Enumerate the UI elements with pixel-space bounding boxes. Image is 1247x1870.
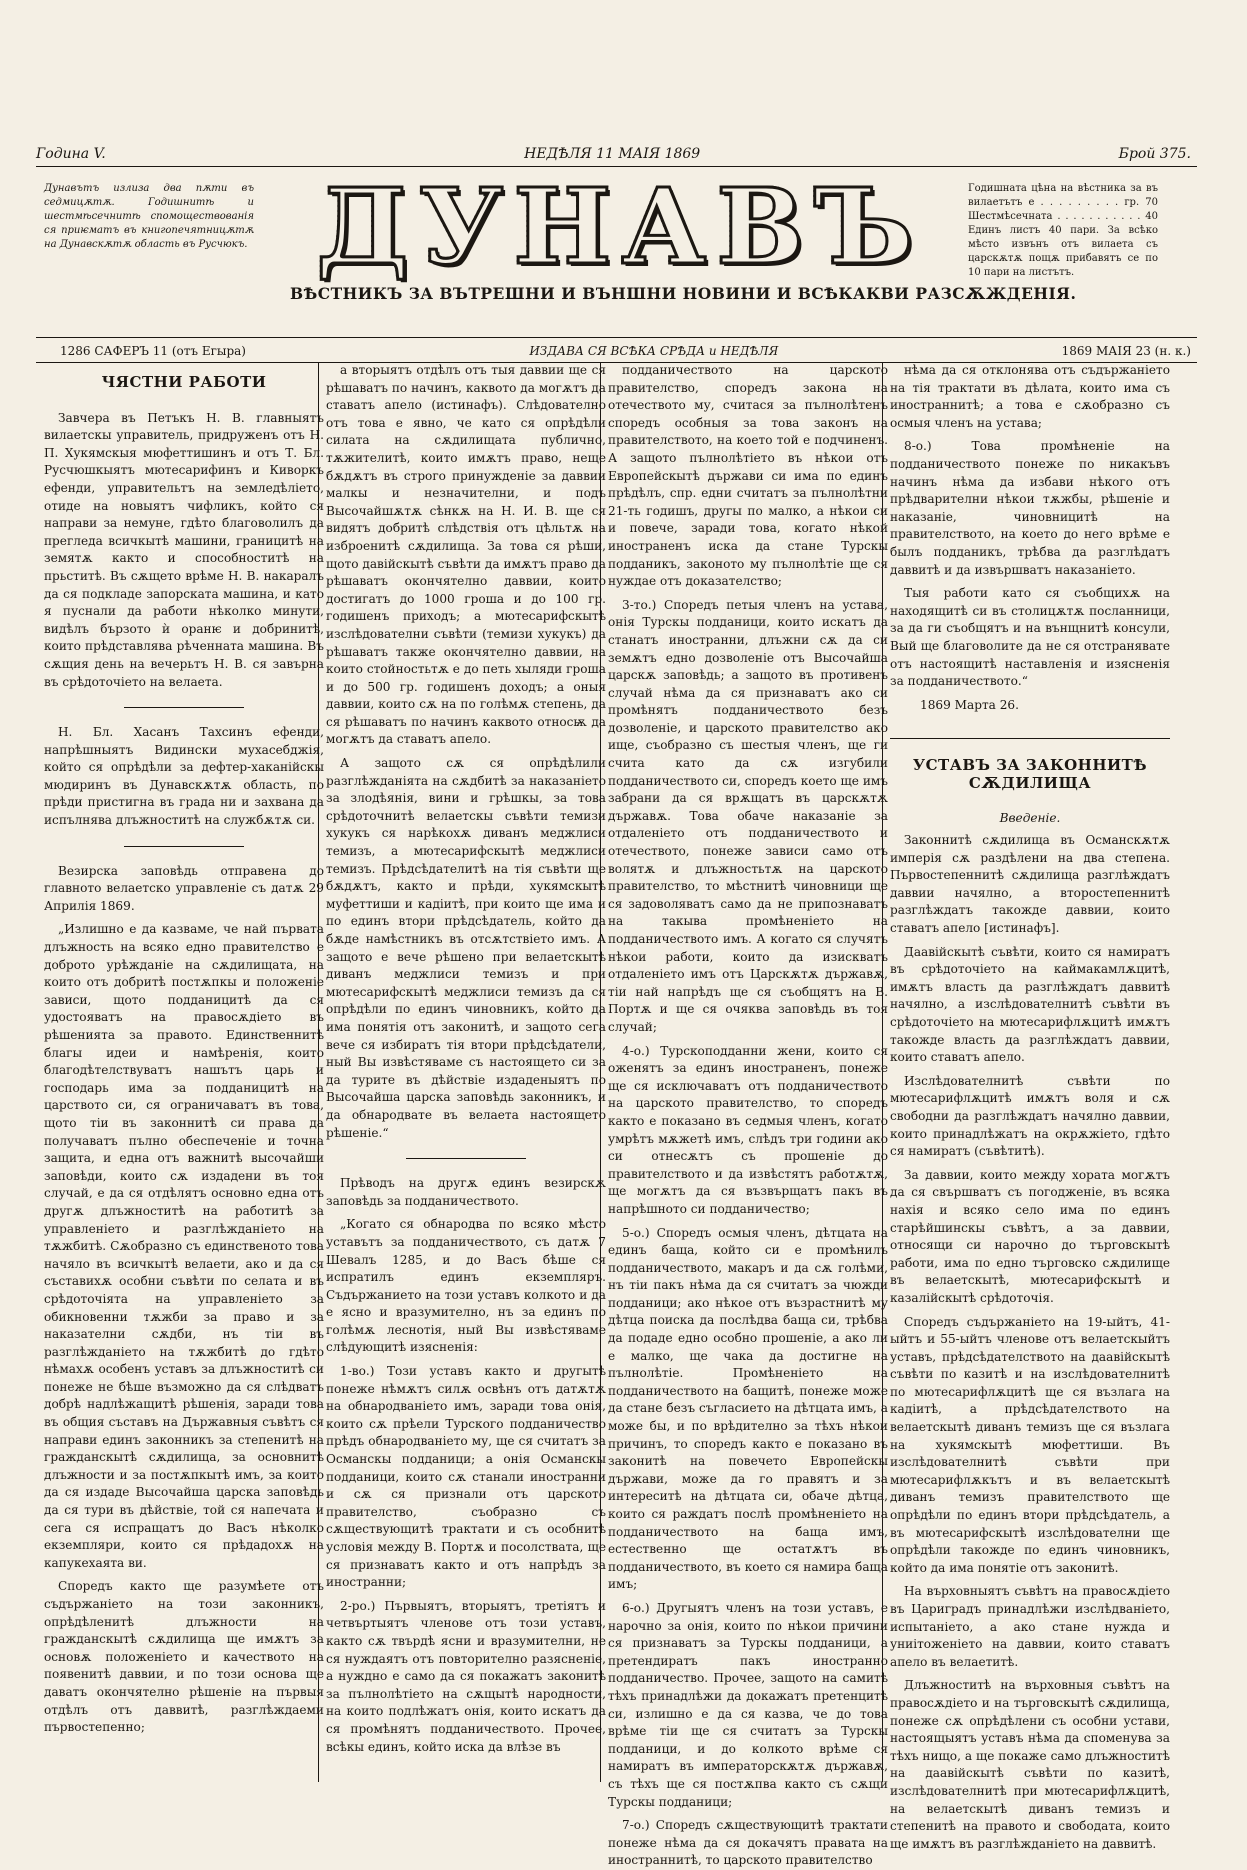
- left-notice: Дунавътъ излиза два пѫти въ седмицѫтѫ. Годишнитѣ и шестмѣсечнитѣ спомоществованія ся приѥматъ въ книгопечятницѫтѫ на Дунавскѫтѫ область въ Русчюкъ.: [44, 183, 254, 250]
- right-notice: Годишната цѣна на вѣстника за въ вилаетътъ е . . . . . . . . . гр. 70 Шестмѣсечната . . . . . . . . . . . 40 Единъ листъ 40 пари. За всѣко мѣсто извънъ отъ вилаета съ царскѫтѫ пощѫ прибавятъ се по 10 пари на листътъ.: [968, 183, 1158, 278]
- article-paragraph: подданичеството на царското правителство, споредъ закона на отечеството му, считася за пълнолѣтенъ споредъ особныя за това законъ на правителството, на което той е подчиненъ. А защото пълнолѣтіето въ нѣкои отъ Европейскытѣ държави си има по единъ прѣдѣлъ, спр. едни считатъ за пълнолѣтни 21-ть годишъ, другы по малко, а нѣкои си и повече, заради това, когато нѣкой иностраненъ иска да стане Турскы подданикъ, законото му пълнолѣтіе ще ся нуждае отъ доказателство;: [608, 363, 888, 589]
- issue-date: НЕДѢЛЯ 11 МАІЯ 1869: [524, 146, 701, 162]
- issue-number: Брой 375.: [1118, 146, 1191, 162]
- article-paragraph: 5-о.) Споредъ осмыя членъ, дѣтцата на единъ баща, който си е промѣнилъ подданичеството, макаръ и да сѫ голѣми, нъ тіи пакъ нѣма да ся считатъ за чюжди подданици; ако нѣкое отъ възрастнитѣ му дѣтца поиска да послѣдва баща си, трѣбва да подаде едно особно прошеніе, а ако ли е малко, ще чака да достигне на пълнолѣтіе. Промѣненіето на подданичеството на бащитѣ, понеже може да стане безъ съгласието на дѣтцата имъ, а може бы, и по врѣдително за тѣхъ нѣкои причинъ, то споредъ както е показано въ законитѣ на повечето Европейскы държави, може да го правятъ и за интереситѣ на дѣтцата си, обаче дѣтца, които ся раждатъ послѣ промѣненіето на подданичеството на баща имъ, естественно ще остатѫтъ въ подданичеството, въ което ся намира баща имъ;: [608, 1225, 888, 1592]
- article-paragraph: А защото сѫ ся опрѣдѣлили разглѣжданіята на сѫдбитѣ за наказаніето за злодѣянія, вини и грѣшкы, за това срѣдоточнитѣ велаетскы съвѣти темизи хукукъ ся нарѣкохѫ диванъ меджлиси темизъ, а мютесарифскытѣ меджлиси темизъ. Прѣдсѣдателитѣ на тія съвѣти ще бѫдѫтъ, както и прѣди, хукямскытѣ муфеттиши и кадіитѣ, при които ще има и по единъ втори прѣдсѣдатель, който да бѫде намѣстникъ въ отсѫтствіето имъ. А защото е вече рѣшено при велаетскытѣ диванъ меджлиси темизъ и при мютесарифскытѣ меджлиси темизъ да ся опрѣдѣли по единъ чиновникъ, който да има понятія отъ законитѣ, и защото сега вече ся избиратъ тія втори прѣдсѣдатели, ный Вы извѣстяваме съ настоящето си за да турите въ дѣйствіе издаденыятъ по Высочайша царска заповѣдь законникъ, и да обнародвате въ велаета настоящето рѣшеніе.“: [326, 756, 606, 1140]
- article-paragraph: а вторыятъ отдѣлъ отъ тыя даввии ще ся рѣшаватъ по начинъ, каквото да могѫтъ да ставатъ апело (истинафъ). Слѣдователно отъ това е явно, че като ся опрѣдѣли силата на сѫдилищата публично, тѫжителитѣ, които имѫтъ право, неще бѫдѫтъ въ строго принужденіе за даввии малкы и незначителни, и подъ Высочайшѫтѫ сѣнкѫ на Н. И. В. ще ся видятъ добритѣ слѣдствія отъ цѣльтѫ на изброенитѣ сѫдилища. За това ся рѣши, щото давійскытѣ съвѣти да имѫтъ право да рѣшаватъ окончятелно даввии, които достигатъ до 1000 гроша и до 100 гр. годишенъ приходъ; а мютесарифскытѣ изслѣдователни съвѣти (темизи хукукъ) да рѣшаватъ также окончятелно даввии, на които стойностьтѫ е до петь хыляди гроша и до 500 гр. годишенъ доходъ; а оныя даввии, които сѫ на по голѣмѫ степень, да ся рѣшаватъ по начинъ каквото относѭ да могѫтъ да ставатъ апело.: [326, 363, 606, 747]
- separator-rule: [890, 738, 1170, 739]
- dateline-rule-top: [36, 337, 1197, 338]
- section-subheading: Введеніе.: [999, 811, 1061, 826]
- dateline-hijri: 1286 САФЕРЪ 11 (отъ Егыра): [60, 344, 246, 358]
- article-paragraph: Завчера въ Петъкъ Н. В. главныятъ вилаетскы управитель, придруженъ отъ Н. П. Хукямскыя мюфеттишинъ и отъ Т. Бл. Русчюшкыятъ мютесарифинъ и Киворкъ ефенди, управительтъ на земледѣліето, отиде на новыятъ чифликъ, който ся направи за немуне, гдѣто благоволилъ да прегледа всичкытѣ машини, границитѣ на земятѫ както и способноститѣ на прьститѣ. Въ сѫщето врѣме Н. В. накаралъ да ся подкладе запорската машина, и като я пуснали да работи нѣколко минути, видѣлъ бързото ѝ оранѥ и добринитѣ, които прѣдставлява рѣченната машина. Въ сѫщия день на вечерьтъ Н. В. ся завърна въ срѣдоточіето на велаета.: [44, 410, 324, 689]
- article-paragraph: Даавійскытѣ съвѣти, които ся намиратъ въ срѣдоточіето на каймакамлѫцитѣ, имѫтъ власть да разглѣждатъ даввитѣ начялно, а изслѣдователнитѣ съвѣти въ срѣдоточіето на мютесарифлѫцитѣ имѫтъ такожде власть да разглѣждатъ даввии, които ставатъ апело.: [890, 944, 1170, 1065]
- article-paragraph: 2-ро.) Първыятъ, вторыятъ, третіятъ и четвъртыятъ членове отъ този уставъ, както сѫ твърдѣ ясни и вразумителни, не ся нуждаятъ отъ повторително разясненіе, а нуждно е само да ся покажатъ законитѣ за пълнолѣтіето на сѫщытѣ народности, на които подлѣжатъ онія, които искатъ да ся промѣнятъ подданичеството. Прочее, всѣкы единъ, който иска да влѣзе въ: [326, 1598, 606, 1754]
- section-heading: ЧЯСТНИ РАБОТИ: [101, 373, 267, 391]
- column-divider-3: [882, 362, 883, 1782]
- article-paragraph: За даввии, които между хората могѫтъ да ся свършватъ съ погодженіе, въ всяка нахія и всяко село има по единъ старѣйшинскы съвѣтъ, а за даввии, относящи си нарочно до търговскытѣ работи, има по едно търговско сѫдилище въ велаетскытѣ, мютесарифскытѣ и казалійскытѣ срѣдоточія.: [890, 1167, 1170, 1305]
- column-divider-2: [600, 362, 601, 1782]
- separator-rule: [124, 846, 244, 847]
- article-paragraph: 7-о.) Споредъ сѫществующитѣ трактати понеже нѣма да ся докачятъ правата на иностраннитѣ, то царското правителство: [608, 1818, 888, 1868]
- article-paragraph: Везирска заповѣдь отправена до главното велаетско управленіе съ датѫ 29 Априлія 1869.: [44, 863, 324, 913]
- article-date: 1869 Марта 26.: [920, 697, 1019, 712]
- article-paragraph: 8-о.) Това промѣненіе на подданичеството понеже по никакъвъ начинъ нѣма да избави нѣкого отъ прѣдварителни нѣкои тѫжбы, рѣшеніе и наказаніе, чиновницитѣ на правителството, на което до него врѣме е былъ подданикъ, трѣбва да разглѣдатъ даввитѣ и да извършватъ наказаніето.: [890, 439, 1170, 577]
- article-columns: [36, 362, 1196, 1868]
- article-paragraph: нѣма да ся отклонява отъ съдържаніето на тія трактати въ дѣлата, които има съ иностраннитѣ; а това е сѫобразно съ осмыя членъ на устава;: [890, 363, 1170, 430]
- article-paragraph: Споредъ съдържаніето на 19-ыйтъ, 41-ыйтъ и 55-ыйтъ членове отъ велаетскыйтъ уставъ, прѣдсѣдателството на даавійскытѣ съвѣти по казитѣ и на изслѣдователнитѣ по мютесарифлѫцитѣ ще ся възлага на кадіитѣ, а прѣдсѣдателството на велаетскытѣ диванъ темизъ ще ся възлага на хукямскытѣ мюфеттиши. Въ изслѣдователнитѣ съвѣти при мютесарифлѫкътъ и въ велаетскытѣ диванъ темизъ правителството ще опрѣдѣли по единъ втори прѣдсѣдатель, а въ мютесарифскытѣ изслѣдователни ще опрѣдѣли такожде по единъ чиновникъ, който да има понятіе отъ законитѣ.: [890, 1314, 1170, 1575]
- article-paragraph: Н. Бл. Хасанъ Тахсинъ ефенди, напрѣшныятъ Видински мухасебджія, който ся опрѣдѣли за дефтер-хаканійскы мюдиринъ въ Дунавскѫтѫ область, по прѣди пристигна въ града ни и захвана да испълнява длъжноститѣ на службѫтѫ си.: [44, 725, 324, 828]
- article-paragraph: Длъжноститѣ на върховныя съвѣтъ на правосѫдіето и на търговскытѣ сѫдилища, понеже сѫ опрѣдѣлени съ особни устави, настоящыятъ уставъ нѣма да споменува за тѣхъ нищо, а ще покаже само длъжноститѣ на даавійскытѣ съвѣти по казитѣ, изслѣдователнитѣ при мютесарифлѫцитѣ, на велаетскытѣ диванъ темизъ и степенитѣ на правото и свободата, които ще имѫтъ въ разглѣжданіето на даввитѣ.: [890, 1678, 1170, 1851]
- separator-rule: [406, 1158, 526, 1159]
- article-paragraph: „Когато ся обнародва по всяко мѣсто уставътъ за подданичеството, съ датѫ 7 Шевалъ 1285, и до Васъ бѣше ся испратилъ единъ екземпляръ. Съдържанието на този уставъ колкото и да е ясно и вразумително, нъ за единъ по голѣмѫ леснотія, ный Вы извѣстяваме слѣдующитѣ изясненія:: [326, 1217, 606, 1355]
- column-4: [890, 362, 1170, 1851]
- article-paragraph: Споредъ както ще разумѣете отъ съдържаніето на този законникъ, опрѣдѣленитѣ длъжности на гражданскытѣ сѫдилища ще имѫтъ за основѫ положеніето и качеството на появенитѣ даввии, и по този основа ще даватъ окончятелно рѣшеніе на първыя отдѣлъ отъ даввитѣ, разглѣждаеми първостепенно;: [44, 1579, 324, 1735]
- dateline: [60, 344, 1191, 358]
- article-paragraph: 6-о.) Другыятъ членъ на този уставъ, е нарочно за онія, които по нѣкои причини ся признаватъ за Турскы подданици, а претендиратъ пакъ иностранно подданичество. Прочее, защото на самитѣ тѣхъ принадлѣжи да докажатъ претенцитѣ си, излишно е да ся казва, че до това врѣме тіи ще ся считатъ за Турскы подданици, и до колкото врѣме ся намиратъ въ императорскѫтѫ държавѫ, съ тѣхъ ще ся постѫпва както съ сѫщи Турскы подданици;: [608, 1600, 888, 1809]
- separator-rule: [124, 707, 244, 708]
- dateline-publication: ИЗДАВА СЯ ВСѢКА СРѢДА и НЕДѢЛЯ: [529, 344, 779, 358]
- column-3: [608, 362, 888, 1868]
- article-paragraph: 1-во.) Този уставъ както и другытѣ понеже нѣмѫтъ силѫ освѣнъ отъ датѫтѫ на обнародваніето имъ, заради това онія, които сѫ прѣели Турского подданичество прѣдъ обнародваніето му, ще ся считатъ за Османскы подданици; а онія Османскы подданици, които сѫ станали иностранни и сѫ ся признали отъ царското правителство, съобразно съ сѫществующитѣ трактати и съ особнитѣ условія между В. Портѫ и посолствата, ще ся признаватъ както и отъ напрѣдъ за иностранни;: [326, 1364, 606, 1590]
- section-heading: УСТАВЪ ЗА ЗАКОННИТѢ СѪДИЛИЩА: [912, 756, 1148, 792]
- article-paragraph: „Излишно е да казваме, че най първата длъжность на всяко едно правителство е доброто урѣжданіе на сѫдилищата, на които отъ добритѣ постѫпкы и положеніе зависи, щото подданицитѣ да ся удостояватъ на правосѫдіето въ рѣшенията за правото. Единственнитѣ благы идеи и намѣренія, които благодѣтелствуватъ нашътъ царь и господарь има за подданицитѣ на царството си, ся ограничаватъ въ това, щото тіи въ законнитѣ си права да получаватъ пълно обеспеченіе и точна защита, и една отъ важнитѣ высочайши заповѣди, които сѫ издадени въ тоя случай, е да ся отдѣлятъ основно една отъ другѫ длъжноститѣ на работитѣ за управленіето и разглѣжданіето на тѫжбитѣ. Сѫобразно съ единственото това начяло въ всичкытѣ велаети, ако и да ся съставихѫ особни съвѣти по селата и въ срѣдоточіята на управленіето за обикновенни тѫжби за право и за наказателни сѫдби, нъ тіи въ разглѣжданіето на тѫжбитѣ до гдѣто нѣмахѫ особенъ уставъ за длъжноститѣ си понеже не бѣше възможно да ся слѣдватъ добрѣ надлѣжащитѣ рѣшенія, заради това въ общия съставъ на Държавныя съвѣтъ ся направи единъ законникъ за степенитѣ на гражданскытѣ сѫдилища, за основнитѣ длъжности и за постѫпкытѣ имъ, за които да ся издаде Высочайша царска заповѣдь да ся тури въ дѣйствіе, той ся напечата и сега ся испращатъ до Васъ нѣколко екземпляри, които ся прѣдадохѫ на капукехаята ви.: [44, 922, 324, 1570]
- article-paragraph: 3-то.) Споредъ петыя членъ на устава, онія Турскы подданици, които искатъ да станатъ иностранни, длъжни сѫ да си земѫтъ едно дозволеніе отъ Высочайша царскѫ заповѣдь; а защото въ противенъ случай нѣма да ся признаватъ ако си промѣнятъ подданичеството безъ дозволеніе, и царското правителство ако ище, съобразно съ шестыя членъ, ще ги счита като да сѫ изгубили подданичеството си, споредъ което ще имъ забрани да ся врѫщатъ въ царскѫтѫ държавѫ. Това обаче наказаніе за отдаленіето отъ подданичеството и отечеството, понеже зависи само отъ волятѫ и длъжностьтѫ на царското правителство, то мѣстнитѣ чиновници ще ся задоволяватъ само да не припознаватъ на такыва промѣненіето на подданичеството имъ. А когато ся случятъ нѣкои работи, които да изискватъ отдаленіето имъ отъ Царскѫтѫ държавѫ, тіи най напрѣдъ ще ся съобщятъ на В. Портѫ и ще ся очяква заповѣдь въ тоя случай;: [608, 597, 888, 1034]
- column-1: [44, 362, 324, 1787]
- column-divider-1: [318, 362, 319, 1782]
- article-paragraph: На върховныятъ съвѣтъ на правосѫдіето въ Цариградъ принадлѣжи изслѣдваніето, испытаніето, а ако стане нужда и униітоженіето на даввии, които ставатъ апело въ велаетитѣ.: [890, 1584, 1170, 1669]
- column-2: [326, 362, 606, 1787]
- article-paragraph: Законнитѣ сѫдилища въ Османскѫтѫ имперія сѫ раздѣлени на два степена. Първостепеннитѣ сѫдилища разглѣждатъ даввии начялно, а второстепеннитѣ разглѣждатъ такожде даввии, които ставатъ апело [истинафъ].: [890, 833, 1170, 936]
- top-line: [36, 146, 1191, 162]
- newspaper-title: ДУНАВЪ: [290, 172, 950, 282]
- article-paragraph: Изслѣдователнитѣ съвѣти по мютесарифлѫцитѣ имѫтъ воля и сѫ свободни да разглѣждатъ начялно даввии, които принадлѣжатъ на окрѫжіето, гдѣто ся намиратъ (съвѣтитѣ).: [890, 1073, 1170, 1159]
- newspaper-subtitle: ВѢСТНИКЪ ЗА ВЪТРЕШНИ И ВЪНШНИ НОВИНИ И ВСѢКАКВИ РАЗСѪЖДЕНІЯ.: [290, 284, 1077, 303]
- dateline-gregorian: 1869 МАІЯ 23 (н. к.): [1061, 344, 1191, 358]
- article-paragraph: Тыя работи като ся съобщихѫ на находящитѣ си въ столицѫтѫ посланници, за да ги съобщятъ и на вънщнитѣ консули, Вый ще благоволите да не ся отстранявате отъ настоящитѣ наставленія и изясненія за подданичеството.“: [890, 586, 1170, 689]
- year-label: Година V.: [36, 146, 106, 162]
- article-paragraph: 4-о.) Турскоподданни жени, които ся оженятъ за единъ иностраненъ, понеже ще ся исключаватъ отъ подданичеството на царското правителство, то споредъ както е показано въ седмыя членъ, когато умрѣтъ мѫжетѣ имъ, слѣдъ три години ако си отнесѫтъ съ прошеніе до правителството и да извѣстятъ работѫтѫ, ще могѫтъ да ся възвърщатъ пакъ въ напрѣшното си подданичество;: [608, 1043, 888, 1216]
- article-paragraph: Прѣводъ на другѫ единъ везирскѫ заповѣдь за подданичеството.: [326, 1176, 606, 1208]
